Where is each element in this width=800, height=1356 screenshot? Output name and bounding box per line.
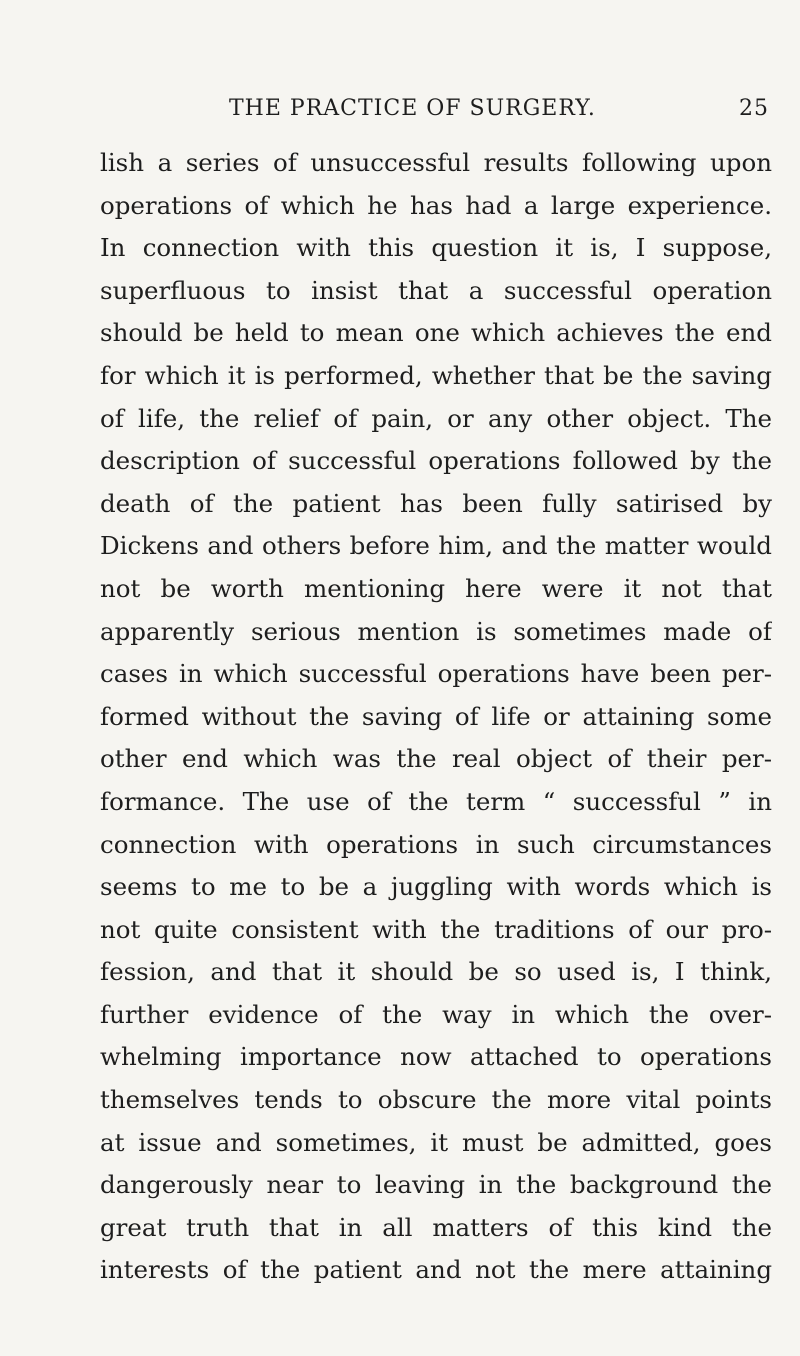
text-line: other end which was the real object of their per- (100, 744, 772, 774)
text-line: should be held to mean one which achieves the end (100, 318, 772, 348)
text-line: dangerously near to leaving in the background the (100, 1170, 772, 1200)
text-line: death of the patient has been fully satirised by (100, 488, 772, 518)
text-line: lish a series of unsuccessful results following upon (100, 148, 772, 177)
text-line: apparently serious mention is sometimes made of (100, 616, 772, 646)
text-line: formance. The use of the term “ successful ” in (100, 786, 772, 816)
text-line: not quite consistent with the traditions of our pro- (100, 914, 772, 944)
text-line: for which it is performed, whether that be the saving (100, 360, 772, 390)
text-line: fession, and that it should be so used is, I think, (100, 957, 772, 987)
text-line: great truth that in all matters of this kind the (100, 1212, 772, 1242)
text-line: of life, the relief of pain, or any other object. The (100, 403, 772, 433)
text-line: interests of the patient and not the mere attaining (100, 1255, 772, 1285)
text-line: at issue and sometimes, it must be admitted, goes (100, 1127, 772, 1157)
text-line: formed without the saving of life or attaining some (100, 701, 772, 731)
body-paragraph (100, 142, 772, 1292)
text-line: Dickens and others before him, and the matter would (100, 531, 772, 561)
text-line: superfluous to insist that a successful operation (100, 275, 772, 305)
text-line: cases in which successful operations have been per- (100, 659, 772, 689)
page-number: 25 (739, 96, 769, 121)
text-line: connection with operations in such circumstances (100, 829, 772, 859)
text-line: description of successful operations followed by the (100, 446, 772, 476)
running-title: THE PRACTICE OF SURGERY. (229, 96, 596, 121)
text-line: operations of which he has had a large experience. (100, 190, 772, 220)
text-line: further evidence of the way in which the over- (100, 999, 772, 1029)
text-line: themselves tends to obscure the more vital points (100, 1085, 772, 1115)
text-line: not be worth mentioning here were it not that (100, 573, 772, 603)
text-line: In connection with this question it is, I suppose, (100, 233, 772, 263)
text-line: seems to me to be a juggling with words which is (100, 872, 772, 902)
text-line: whelming importance now attached to operations (100, 1042, 772, 1072)
running-head (229, 96, 769, 128)
